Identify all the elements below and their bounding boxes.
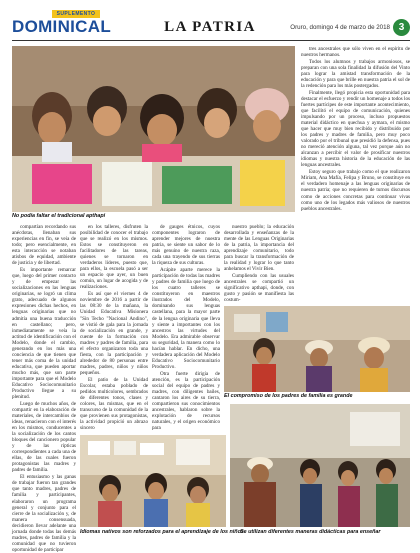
header-rule [12,40,410,41]
article-paragraph: Es importante remarcar que, luego del primer contacto y de empezar las socializaciones en las lenguas originarias, se logró un clima grato, adecuado de algunos expresiones dichas hechos, en lenguas originarias que no admitía una buena traducción en castellano; pero, inmediatamente se veía la actitud de identificación con el Modelo, donde el cambio, generando en los más una conciencia de que tienen que tener más coma de la unidad educativa, que pueden aportar mucho más, que son parte importante para que el Modelo Educativo Sociocomunitario Productivo llegue a su plenitud. [12,267,76,401]
students-group-image [12,46,295,212]
article-paragraph: Luego de muchos años, de compartir en la elaboración de materiales, de intercambios de ideas, renacieron con el interés en los mismos, conducentes a la socialización de los cantos bloques del cancionero popular y de las rípticas correspondientes a cada una de ellas, de las cuales fueron protagonistas las madres y padres de familia. [12,400,76,474]
article-paragraph: Todos los alumnos y trabajos armoniosos, se preparan con una sola finalidad la difusión del Vinto para lograr la amistad transformación de la educación y para que brille en nuestra patria el sol de la redención para los más postergados. [301,58,410,90]
parents-photo [224,306,410,392]
teacher-class-image [230,404,410,527]
article-paragraph: nuestro pueblo; la educación desarrollada y enseñanzas de la mente de las Lenguas Originarias de la patria, la importancia del aprendizaje comunitario, todo para buscar la transformación de la realidad y lograr lo que tanto anhelamos el Vivir Bien. [224,224,294,273]
article-paragraph: en los talleres, disfruten la posibilidad de conocer el trabajo que se realizó en los mismos. Estos se constituyeron en facilitadores de las tareas, quienes se tornaron en verdaderos líderes, puesto que, para ellos, la escuela pasó a ser un espacio que ayer, un buen común, un lugar de acogida y de realizaciones. [80,224,148,291]
teacher-photo-caption: Se utilizan diferentes maneras didácticas para enseñar [240,529,381,535]
article-paragraph: Estoy seguro que trabajo como el que realizaron Miriam, Ana Mafía, Felipa y Bruno, se constituye en el verdadero homenaje a las lenguas originarias de nuestra patria; que no requieren de turnos discursos como de acciones concretas para continuar vivas como uno de los legados más valiosos de nuestros pueblos ancestrales. [301,169,410,212]
article-column-3 [152,224,220,432]
classroom-image [80,435,226,527]
article-paragraph: Es así que el viernes 4 de noviembre de 2016 a partir de las 08:30 de la mañana, la Unidad Educativa Misionera "Sin Techo "Nacional Andino", se vistió de gala para la jornada de socialización en grande, y cuente de la formación con madres y padres de familia, para el efecto organizaron toda una fiesta, con la participación y alrededor de 80 personas entre madres, padres, niños y niños pequeños. [80,291,148,376]
newspaper-header [0,0,420,44]
page-number-badge: 3 [393,19,410,36]
students-photo-caption: Idiomas nativos son reforzados para el aprendizaje de los niños [80,529,244,535]
paper-name: LA PATRIA [164,19,256,35]
brand-name: DOMINICAL [12,17,112,36]
teacher-photo [230,404,410,527]
main-photo [12,46,295,212]
article-paragraph: Acápite aparte merece la participación de todas las madres y padres de familia que luego de los cuatro talleres se constituyeron en maestros ilustrados del Modelo, dominando sus lenguas castellana, para la mayor parte de la lengua originaria que lleva y siente a importantes con los ancestros las virtudes del Modelo. Era admirable observar su seguridad, la manera como lo hacían hablar. En dicho, una verdadera aplicación del Modelo Educativo Sociocomunitario Productivo. [152,267,220,370]
article-paragraph: El patio de la Unidad Escolar, estaba poblado de pedidos multicolores, sembrados de diferentes tonos, clases y colores, las mismas, que en el transcurso de la comunidad de la que provienen sus protagonistas, la actividad propició un abrazo sincero [80,376,148,432]
parents-photo-caption: El compromiso de los padres de familia es grande [224,393,353,399]
article-paragraph: Finalmente, llegó propicia esta oportunidad para destacar el esfuerzo y rendir un homenaje a todos los fuertes partícipes de este importante acontecimiento, que facilitó el equipo de comunicación, quienes impulsando por un proceso, incluso propuestos material didáctico en quechua y aymara, el mismo que hacer que muy bien recibido y distribuido por los padres y madres de familia, pero muy poco valorado por el tribunal que presidió la defensa, pues no mereció atención alguna, tal vez porque aún no alcanzan a percibir el valor de prosificar nuestros idiomas y nuestra historia de la educación de las lenguas ancestrales. [301,89,410,169]
main-photo-caption: No podía faltar el tradicional apthapi [12,213,106,219]
article-paragraph: El entusiasmo y las ganas de trabajar fueron tan grandes que tanto madres, padres de familia y participantes, elaboraron un programa general y conjunto para el cierre de la socialización y, de manera consensuada, decidieron llevar adelante una jornada donde todas las demás madres, padres de familia y la comunidad que no tuvieron oportunidad de participar [12,474,76,553]
article-paragraph: compartían recordando sus anécdotas, llenaban sus experiencias en fin, se veía de todo; pero esencialmente, en esta interacción se notaban atisbos de equidad, ambiente de justicia y de libertad. [12,224,76,267]
dateline: Oruro, domingo 4 de marzo de 2018 [290,24,390,31]
article-column-top-right [301,46,410,312]
brand-tag: SUPLEMENTO [52,10,100,18]
article-paragraph: Otra fuerte dirigía de atención, es la participación social del equipo de padres y madres, con diligentes bailes, cantaron los aires de su tierra, compartieron sus conocimientos ancestrales, hablaron sobre la explotación de recursos naturales, y el origen económico para [152,370,220,432]
article-paragraph: Cumpliendo con las usuales ancestrales se compartió un significativo apthapi, donde, con gusto y pasión se manifiesta las costum- [224,273,294,304]
article-column-1 [12,224,76,553]
article-column-2 [80,224,148,432]
students-photo [80,435,226,527]
article-paragraph: tres ancestrales que sólo viven en el espíritu de nuestros hermanos. [301,46,410,59]
article-column-4 [224,224,294,302]
parents-image [224,306,410,392]
article-paragraph: de gauges étnicos, cuyos componentes lograron de aprender mejores de nuestra patria, se siente un sabor de lo más genuino de nuestra raza, cada una trayendo de sus tierras la riqueza de sus culturas. [152,224,220,267]
